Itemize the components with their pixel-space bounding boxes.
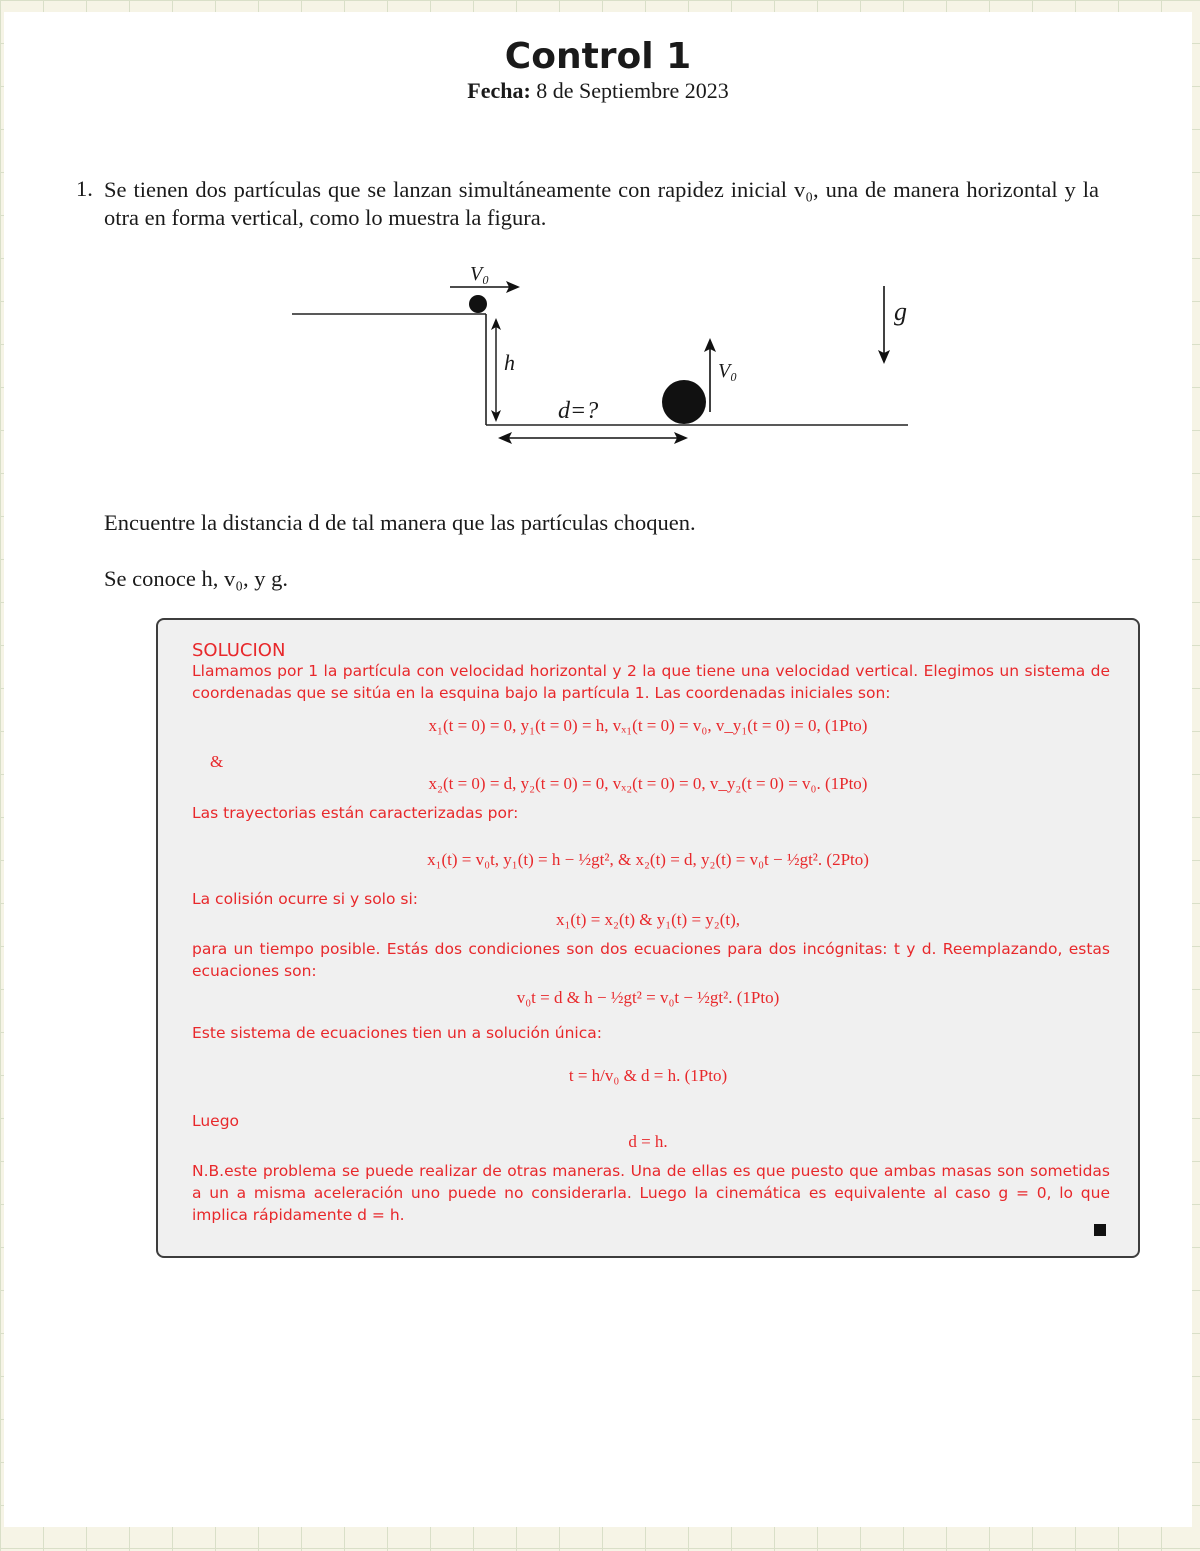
particle-1 <box>469 295 487 313</box>
question-text: Se tienen dos partículas que se lanzan simultáneamente con rapidez inicial v₀, una de manera horizontal y la otra en forma vertical, como lo muestra la figura. <box>104 177 1099 230</box>
equation-initial-2: x₂(t = 0) = d, y₂(t = 0) = 0, vₓ₂(t = 0) = 0, v_y₂(t = 0) = v₀. (1Pto) <box>428 774 868 793</box>
equation-solution: t = h/v₀ & d = h. (1Pto) <box>568 1066 728 1085</box>
solution-box <box>156 618 1140 1258</box>
equation-initial-1: x₁(t = 0) = 0, y₁(t = 0) = h, vₓ₁(t = 0) = v₀, v_y₁(t = 0) = 0, (1Pto) <box>428 716 868 735</box>
solution-intro: Llamamos por 1 la partícula con velocidad horizontal y 2 la que tiene una velocidad vertical. Elegimos un sistema de coordenadas que se sitúa en la esquina bajo la partícula 1. Las coordenadas iniciales son: <box>192 662 1110 702</box>
document-page <box>4 12 1192 1527</box>
page-title: Control 1 <box>504 36 692 77</box>
system-text: Este sistema de ecuaciones tien un a solución única: <box>192 1024 602 1042</box>
d-label: d=? <box>558 398 599 424</box>
g-label: g <box>894 297 907 326</box>
question-known: Se conoce h, v₀, y g. <box>104 566 289 591</box>
possible-text: para un tiempo posible. Estás dos condiciones son dos ecuaciones para dos incógnitas: t y d. Reemplazando, estas ecuaciones son: <box>192 940 1110 980</box>
solution-heading: SOLUCION <box>192 640 286 661</box>
v0-ball-label: V₀ <box>718 360 738 382</box>
equation-collision: x₁(t) = x₂(t) & y₁(t) = y₂(t), <box>555 910 741 929</box>
projectile-figure <box>4 12 1192 492</box>
nb-text: N.B.este problema se puede realizar de otras maneras. Una de ellas es que puesto que ambas masas son sometidas a un a misma aceleración uno puede no considerarla. Luego la cinemática es equivalente al caso g = 0, lo que implica rápidamente d = h. <box>192 1162 1110 1224</box>
particle-2 <box>662 380 706 424</box>
trajectory-text: Las trayectorias están caracterizadas por: <box>192 804 519 822</box>
equation-final: d = h. <box>628 1132 668 1151</box>
ampersand: & <box>210 752 224 771</box>
v0-top-label: V₀ <box>470 263 490 285</box>
h-label: h <box>504 350 515 375</box>
collision-text: La colisión ocurre si y solo si: <box>192 890 419 908</box>
date-value: 8 de Septiembre 2023 <box>536 78 729 103</box>
question-number: 1. <box>76 176 93 201</box>
qed-square-icon <box>1094 1224 1106 1236</box>
luego-text: Luego <box>192 1112 240 1130</box>
date-label: Fecha: <box>467 78 531 103</box>
equation-trajectories: x₁(t) = v₀t, y₁(t) = h − ½gt², & x₂(t) = d, y₂(t) = v₀t − ½gt². (2Pto) <box>427 850 869 869</box>
equation-substituted: v₀t = d & h − ½gt² = v₀t − ½gt². (1Pto) <box>516 988 780 1007</box>
question-ask: Encuentre la distancia d de tal manera que las partículas choquen. <box>104 510 696 535</box>
